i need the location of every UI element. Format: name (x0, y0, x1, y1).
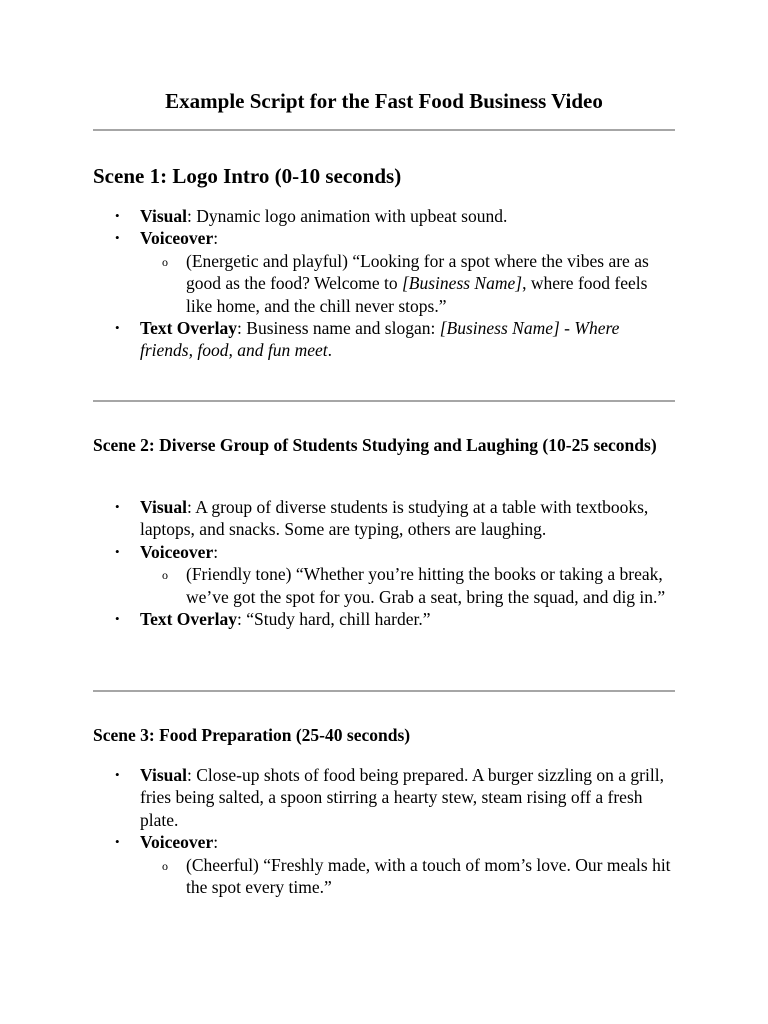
voiceover-colon: : (213, 541, 219, 562)
horizontal-rule (93, 129, 675, 131)
voiceover-text-start: (Energetic and playful) “Looking for a spot where the vibes are as good as the food? Welcome to (186, 250, 649, 294)
scene-1-heading: Scene 1: Logo Intro (0-10 seconds) (93, 164, 402, 188)
voiceover-sublist (140, 250, 675, 317)
overlay-label: Text Overlay (140, 609, 238, 630)
list-item-visual (93, 764, 675, 831)
visual-text: : Dynamic logo animation with upbeat sound. (187, 206, 508, 226)
list-item-voiceover (93, 227, 675, 317)
voiceover-label: Voiceover (140, 832, 214, 853)
voiceover-colon: : (213, 228, 219, 249)
scene-3-list (93, 764, 675, 898)
list-item-text-overlay (93, 608, 675, 630)
document-title: Example Script for the Fast Food Business Video (165, 89, 603, 113)
voiceover-label: Voiceover (140, 228, 214, 249)
voiceover-sublist (140, 854, 675, 899)
visual-label: Visual (140, 206, 188, 226)
visual-text: : Close-up shots of food being prepared. A burger sizzling on a grill, fries being salted, a spoon stirring a hearty stew, steam rising off a fresh plate. (140, 765, 664, 830)
scene-2-list (93, 496, 675, 630)
overlay-text: : Business name and slogan: (237, 318, 440, 339)
voiceover-label: Voiceover (140, 541, 214, 562)
visual-text: : A group of diverse students is studying at a table with textbooks, laptops, and snacks. Some are typing, others are laughing. (140, 497, 649, 540)
voiceover-text-italic: [Business Name] (402, 273, 523, 294)
voiceover-line (140, 250, 675, 317)
horizontal-rule (93, 400, 675, 402)
overlay-italic-text: [Business Name] - Where friends, food, and fun meet (140, 318, 620, 361)
list-item-visual (93, 496, 675, 541)
overlay-text: : “Study hard, chill harder.” (237, 609, 431, 630)
scene-3-heading: Scene 3: Food Preparation (25-40 seconds) (93, 725, 411, 745)
visual-label: Visual (140, 765, 188, 785)
list-item-visual (93, 205, 675, 227)
voiceover-line: o (Friendly tone) “Whether you’re hitting the books or taking a break, we’ve got the spot for you. Grab a seat, bring the squad, and dig in.” (140, 563, 675, 608)
voiceover-colon: : (213, 832, 219, 853)
list-item-text-overlay (93, 317, 675, 362)
voiceover-text-end: , where food feels like home, and the chill never stops.” (186, 273, 648, 316)
list-item-voiceover (93, 541, 675, 608)
overlay-label: Text Overlay (140, 318, 238, 339)
visual-label: Visual (140, 497, 188, 517)
scene-2-heading: Scene 2: Diverse Group of Students Studying and Laughing (10-25 seconds) (93, 435, 657, 455)
voiceover-line: o (Cheerful) “Freshly made, with a touch of mom’s love. Our meals hit the spot every time.” (140, 854, 675, 899)
scene-1-list (93, 205, 675, 362)
overlay-end: . (327, 340, 332, 361)
voiceover-sublist (140, 563, 675, 608)
list-item-voiceover (93, 831, 675, 898)
horizontal-rule (93, 690, 675, 692)
